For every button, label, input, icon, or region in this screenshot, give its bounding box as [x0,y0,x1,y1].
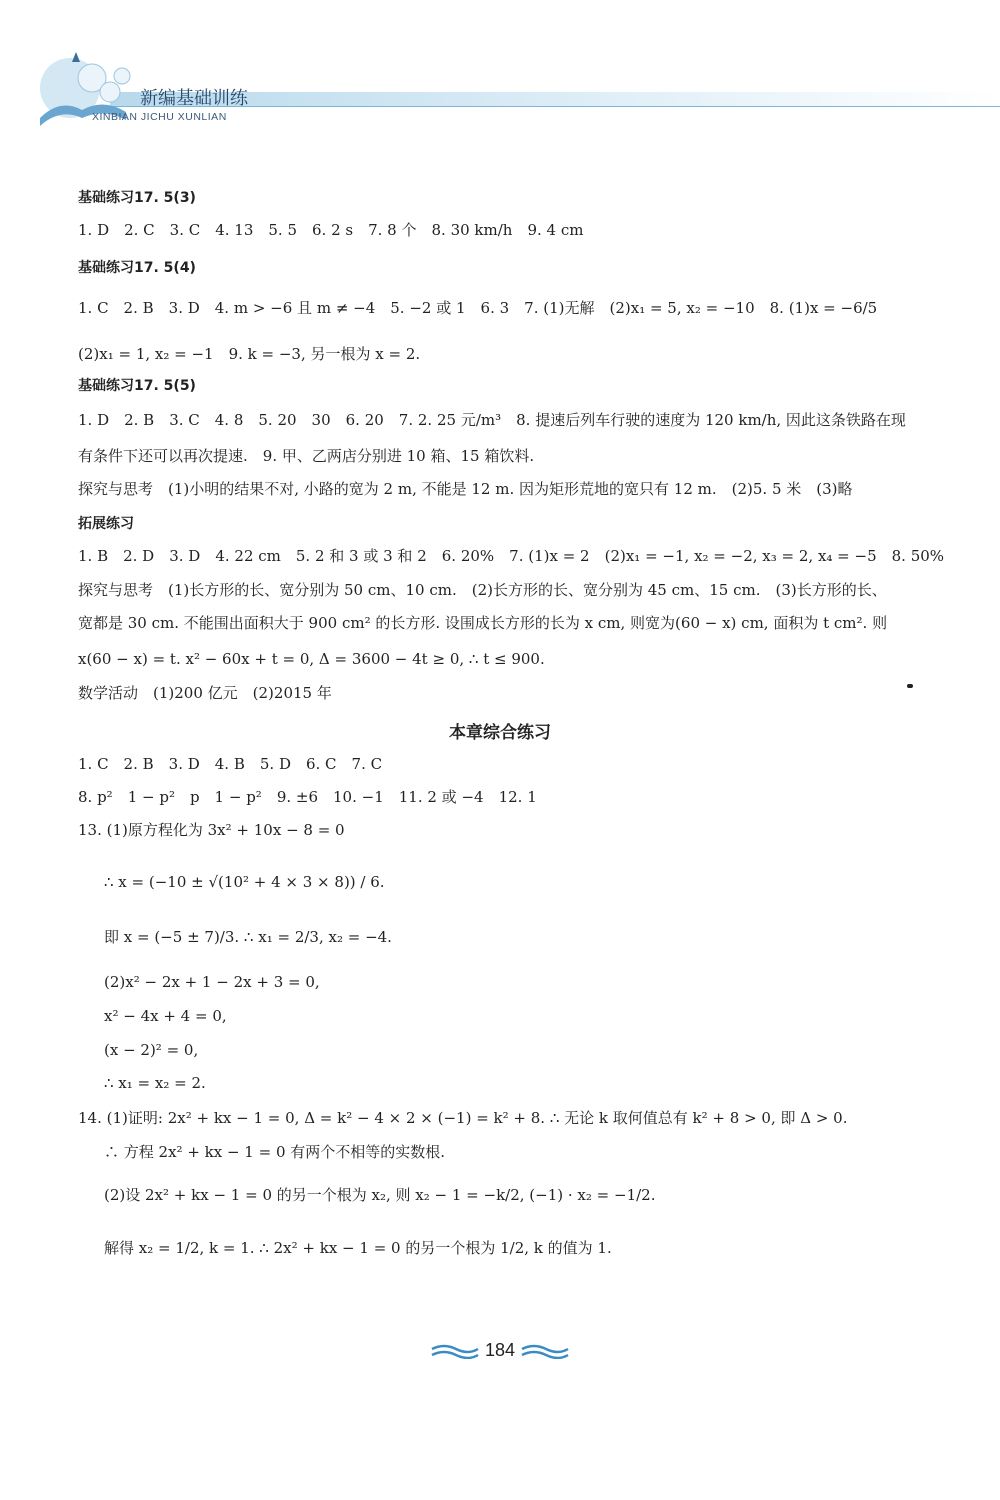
page-number-text: 184 [484,1340,516,1360]
series-title: 新编基础训练 [140,88,248,109]
solution-line: ∴ x = (−10 ± √(10² + 4 × 3 × 8)) / 6. [104,873,385,891]
answer-line: 探究与思考 (1)长方形的长、宽分别为 50 cm、10 cm. (2)长方形的长、宽分别为 45 cm、15 cm. (3)长方形的长、 [78,581,887,599]
answer-line: 数学活动 (1)200 亿元 (2)2015 年 [78,684,332,702]
answer-line: 14. (1)证明: 2x² + kx − 1 = 0, Δ = k² − 4 × 2 × (−1) = k² + 8. ∴ 无论 k 取何值总有 k² + 8 > 0, 即 Δ > 0. [78,1109,848,1127]
wave-right-icon [520,1343,570,1359]
answer-line: 宽都是 30 cm. 不能围出面积大于 900 cm² 的长方形. 设围成长方形的长为 x cm, 则宽为(60 − x) cm, 面积为 t cm². 则 [78,614,888,632]
section-title: 基础练习17. 5(3) [78,190,196,206]
stray-mark [907,684,913,688]
series-subtitle: XINBIAN JICHU XUNLIAN [92,111,227,123]
solution-line: 即 x = (−5 ± 7)/3. ∴ x₁ = 2/3, x₂ = −4. [104,928,392,946]
answer-line: 13. (1)原方程化为 3x² + 10x − 8 = 0 [78,821,345,839]
solution-line: ∴ x₁ = x₂ = 2. [104,1074,206,1092]
solution-line: (2)设 2x² + kx − 1 = 0 的另一个根为 x₂, 则 x₂ − 1 = −k/2, (−1) · x₂ = −1/2. [104,1186,656,1204]
book-logo-icon [30,48,140,138]
answer-line: 探究与思考 (1)小明的结果不对, 小路的宽为 2 m, 不能是 12 m. 因为矩形荒地的宽只有 12 m. (2)5. 5 米 (3)略 [78,480,853,498]
answer-line: (2)x₁ = 1, x₂ = −1 9. k = −3, 另一根为 x = 2. [78,345,421,363]
wave-left-icon [430,1343,480,1359]
chapter-title: 本章综合练习 [449,723,551,743]
page-header [0,0,1000,140]
answer-line: 1. D 2. C 3. C 4. 13 5. 5 6. 2 s 7. 8 个 8. 30 km/h 9. 4 cm [78,221,584,239]
section-title: 拓展练习 [78,516,134,532]
answer-line: 1. D 2. B 3. C 4. 8 5. 20 30 6. 20 7. 2. 25 元/m³ 8. 提速后列车行驶的速度为 120 km/h, 因此这条铁路在现 [78,411,906,429]
solution-line: (2)x² − 2x + 1 − 2x + 3 = 0, [104,973,320,991]
solution-line: x² − 4x + 4 = 0, [104,1007,227,1025]
answer-line: 1. B 2. D 3. D 4. 22 cm 5. 2 和 3 或 3 和 2 6. 20% 7. (1)x = 2 (2)x₁ = −1, x₂ = −2, x₃ = 2, x₄ = −5 8. 50% [78,547,945,565]
page-number [0,1340,1000,1361]
answer-line: 1. C 2. B 3. D 4. B 5. D 6. C 7. C [78,755,383,773]
answer-line: 8. p² 1 − p² p 1 − p² 9. ±6 10. −1 11. 2 或 −4 12. 1 [78,788,537,806]
answer-line: 有条件下还可以再次提速. 9. 甲、乙两店分别进 10 箱、15 箱饮料. [78,447,535,465]
solution-line: (x − 2)² = 0, [104,1041,199,1059]
answer-line: 1. C 2. B 3. D 4. m > −6 且 m ≠ −4 5. −2 或 1 6. 3 7. (1)无解 (2)x₁ = 5, x₂ = −10 8. (1)x = −6/5 [78,299,878,317]
solution-line: 解得 x₂ = 1/2, k = 1. ∴ 2x² + kx − 1 = 0 的另一个根为 1/2, k 的值为 1. [104,1239,612,1257]
section-title: 基础练习17. 5(5) [78,378,196,394]
answer-line: x(60 − x) = t. x² − 60x + t = 0, Δ = 3600 − 4t ≥ 0, ∴ t ≤ 900. [78,650,545,668]
section-title: 基础练习17. 5(4) [78,260,196,276]
solution-line: ∴ 方程 2x² + kx − 1 = 0 有两个不相等的实数根. [104,1143,446,1161]
